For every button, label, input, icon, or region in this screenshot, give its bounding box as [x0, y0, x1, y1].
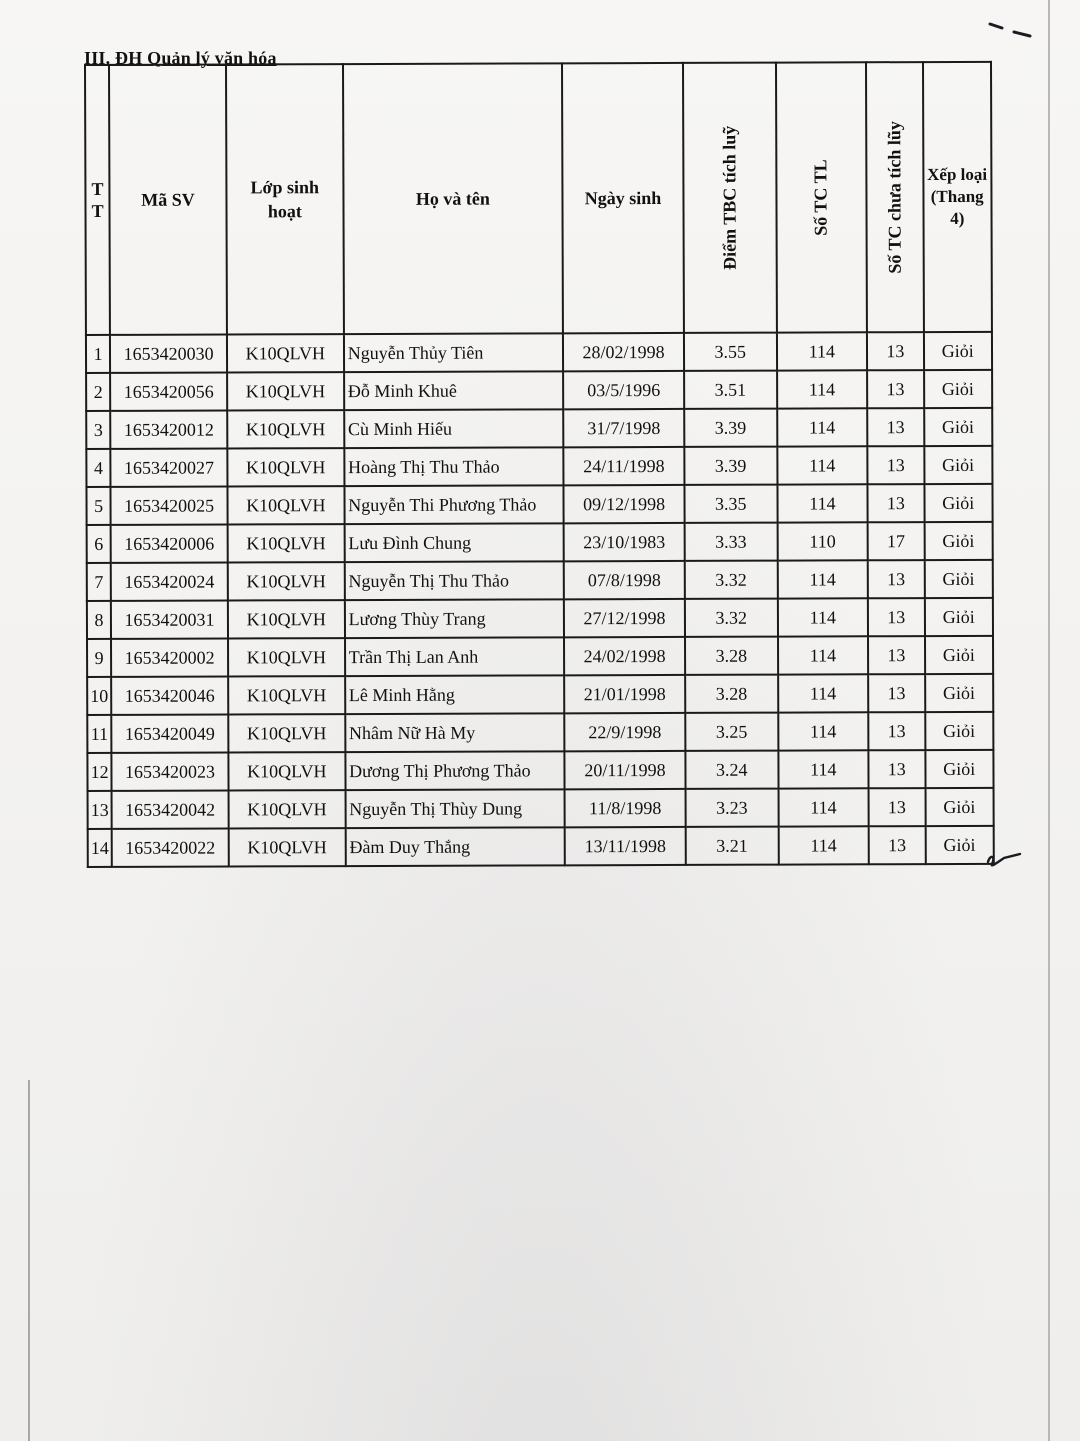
cell-lop: K10QLVH [227, 372, 344, 410]
header-sotc [776, 62, 868, 332]
cell-lop: K10QLVH [228, 714, 345, 752]
cell-masv: 1653420049 [111, 715, 228, 753]
cell-tt: 11 [87, 715, 111, 753]
cell-name: Nguyễn Thủy Tiên [344, 333, 564, 372]
header-xep: Xếp loại (Thang 4) [922, 62, 991, 332]
table-row [87, 674, 993, 715]
cell-masv: 1653420002 [111, 639, 228, 677]
table-row [87, 560, 993, 601]
cell-name: Nguyễn Thị Thu Thảo [344, 561, 564, 600]
cell-sotc: 114 [777, 408, 868, 446]
cell-xep: Giỏi [925, 750, 994, 788]
cell-chua: 13 [868, 712, 924, 750]
cell-dob: 28/02/1998 [563, 333, 684, 371]
cell-tt: 4 [86, 449, 110, 487]
header-chua [866, 62, 923, 332]
cell-diem: 3.33 [685, 523, 778, 561]
cell-dob: 24/11/1998 [563, 447, 684, 485]
header-masv: Mã SV [109, 65, 227, 335]
table-row [86, 332, 992, 373]
table-row [86, 484, 992, 525]
table-row [86, 408, 992, 449]
cell-sotc: 114 [777, 370, 868, 408]
cell-masv: 1653420023 [112, 753, 229, 791]
cell-masv: 1653420031 [111, 601, 228, 639]
cell-tt: 14 [88, 829, 112, 867]
cell-sotc: 114 [778, 750, 869, 788]
pen-stroke-icon [988, 18, 1038, 48]
cell-diem: 3.55 [684, 333, 777, 371]
cell-sotc: 114 [777, 446, 868, 484]
cell-masv: 1653420027 [111, 449, 228, 487]
cell-lop: K10QLVH [228, 676, 345, 714]
cell-name: Nhâm Nữ Hà My [345, 713, 565, 752]
page-edge [1048, 0, 1050, 1441]
cell-xep: Giỏi [925, 636, 994, 674]
cell-masv: 1653420025 [111, 487, 228, 525]
header-tt: T T [85, 65, 110, 335]
cell-chua: 13 [867, 408, 923, 446]
header-diem [683, 63, 777, 333]
cell-name: Lương Thùy Trang [345, 599, 565, 638]
cell-diem: 3.28 [685, 637, 778, 675]
cell-name: Lê Minh Hằng [345, 675, 565, 714]
cell-name: Lưu Đình Chung [344, 523, 564, 562]
cell-sotc: 114 [778, 788, 869, 826]
cell-xep: Giỏi [925, 826, 994, 864]
cell-masv: 1653420056 [110, 373, 227, 411]
cell-name: Trần Thị Lan Anh [345, 637, 565, 676]
cell-xep: Giỏi [924, 408, 993, 446]
cell-tt: 5 [86, 487, 110, 525]
cell-xep: Giỏi [924, 370, 993, 408]
cell-diem: 3.35 [684, 485, 777, 523]
cell-tt: 2 [86, 373, 110, 411]
cell-diem: 3.24 [685, 751, 778, 789]
cell-sotc: 114 [778, 636, 869, 674]
cell-lop: K10QLVH [227, 410, 344, 448]
cell-sotc: 110 [777, 522, 868, 560]
cell-masv: 1653420006 [111, 525, 228, 563]
pen-mark-icon [984, 848, 1024, 870]
cell-diem: 3.51 [684, 371, 777, 409]
cell-dob: 31/7/1998 [563, 409, 684, 447]
cell-chua: 13 [868, 560, 924, 598]
cell-sotc: 114 [777, 560, 868, 598]
cell-dob: 20/11/1998 [565, 751, 686, 789]
table-row [87, 636, 993, 677]
cell-name: Nguyễn Thị Thùy Dung [345, 789, 565, 828]
cell-name: Cù Minh Hiếu [344, 409, 564, 448]
cell-diem: 3.39 [684, 409, 777, 447]
cell-tt: 12 [87, 753, 111, 791]
cell-lop: K10QLVH [228, 524, 345, 562]
cell-lop: K10QLVH [227, 448, 344, 486]
cell-diem: 3.32 [685, 599, 778, 637]
cell-masv: 1653420024 [111, 563, 228, 601]
cell-sotc: 114 [778, 674, 869, 712]
table-row [86, 446, 992, 487]
cell-diem: 3.32 [685, 561, 778, 599]
header-diem-label: Điểm TBC tích luỹ [718, 126, 740, 271]
table-row [87, 522, 993, 563]
table-row [86, 370, 992, 411]
cell-diem: 3.21 [686, 827, 779, 865]
cell-diem: 3.39 [684, 447, 777, 485]
cell-dob: 09/12/1998 [564, 485, 685, 523]
cell-chua: 13 [867, 446, 923, 484]
table-header-row [85, 62, 992, 335]
cell-dob: 03/5/1996 [563, 371, 684, 409]
cell-xep: Giỏi [924, 522, 993, 560]
cell-chua: 17 [868, 522, 924, 560]
header-dob: Ngày sinh [562, 63, 684, 333]
section-title: III. ĐH Quản lý văn hóa [84, 48, 277, 68]
page-edge [28, 1080, 30, 1441]
cell-chua: 13 [867, 370, 923, 408]
header-name: Họ và tên [343, 63, 563, 334]
table-row [88, 788, 994, 829]
cell-lop: K10QLVH [228, 562, 345, 600]
cell-sotc: 114 [777, 484, 868, 522]
cell-dob: 27/12/1998 [564, 599, 685, 637]
cell-masv: 1653420022 [112, 828, 229, 866]
cell-lop: K10QLVH [228, 600, 345, 638]
cell-tt: 8 [87, 601, 111, 639]
cell-sotc: 114 [778, 826, 869, 864]
table-row [87, 750, 993, 791]
cell-chua: 13 [867, 332, 923, 370]
cell-xep: Giỏi [924, 484, 993, 522]
cell-tt: 13 [88, 791, 112, 829]
cell-name: Hoàng Thị Thu Thảo [344, 447, 564, 486]
cell-lop: K10QLVH [228, 638, 345, 676]
student-table [84, 61, 995, 868]
table-row [87, 712, 993, 753]
cell-masv: 1653420046 [111, 677, 228, 715]
cell-sotc: 114 [777, 598, 868, 636]
cell-lop: K10QLVH [227, 334, 344, 372]
cell-xep: Giỏi [923, 332, 992, 370]
cell-tt: 10 [87, 677, 111, 715]
cell-masv: 1653420030 [110, 335, 227, 373]
cell-dob: 24/02/1998 [564, 637, 685, 675]
cell-lop: K10QLVH [228, 790, 345, 828]
cell-sotc: 114 [776, 332, 867, 370]
cell-chua: 13 [868, 598, 924, 636]
cell-dob: 11/8/1998 [565, 789, 686, 827]
cell-tt: 7 [87, 563, 111, 601]
cell-dob: 21/01/1998 [564, 675, 685, 713]
header-chua-label: Số TC chưa tích lũy [884, 121, 905, 274]
cell-dob: 23/10/1983 [564, 523, 685, 561]
cell-name: Đỗ Minh Khuê [344, 371, 564, 410]
cell-diem: 3.25 [685, 713, 778, 751]
cell-xep: Giỏi [925, 788, 994, 826]
cell-name: Đàm Duy Thắng [345, 827, 565, 866]
cell-lop: K10QLVH [228, 752, 345, 790]
table-row [87, 598, 993, 639]
cell-tt: 3 [86, 411, 110, 449]
cell-dob: 13/11/1998 [565, 827, 686, 865]
header-sotc-label: Số TC TL [810, 159, 831, 237]
cell-masv: 1653420042 [112, 791, 229, 829]
cell-chua: 13 [869, 826, 925, 864]
cell-lop: K10QLVH [227, 486, 344, 524]
cell-chua: 13 [868, 674, 924, 712]
cell-xep: Giỏi [924, 446, 993, 484]
cell-dob: 07/8/1998 [564, 561, 685, 599]
cell-tt: 6 [87, 525, 111, 563]
cell-diem: 3.28 [685, 675, 778, 713]
cell-name: Dương Thị Phương Thảo [345, 751, 565, 790]
cell-tt: 9 [87, 639, 111, 677]
cell-lop: K10QLVH [229, 828, 346, 866]
cell-xep: Giỏi [924, 560, 993, 598]
cell-chua: 13 [868, 484, 924, 522]
cell-dob: 22/9/1998 [564, 713, 685, 751]
cell-masv: 1653420012 [110, 411, 227, 449]
cell-chua: 13 [868, 636, 924, 674]
cell-sotc: 114 [778, 712, 869, 750]
cell-tt: 1 [86, 335, 110, 373]
cell-diem: 3.23 [685, 789, 778, 827]
cell-xep: Giỏi [925, 712, 994, 750]
cell-xep: Giỏi [924, 598, 993, 636]
header-lop: Lớp sinh hoạt [226, 64, 344, 334]
cell-chua: 13 [869, 788, 925, 826]
table-row [88, 826, 994, 867]
cell-chua: 13 [869, 750, 925, 788]
cell-xep: Giỏi [925, 674, 994, 712]
cell-name: Nguyễn Thi Phương Thảo [344, 485, 564, 524]
